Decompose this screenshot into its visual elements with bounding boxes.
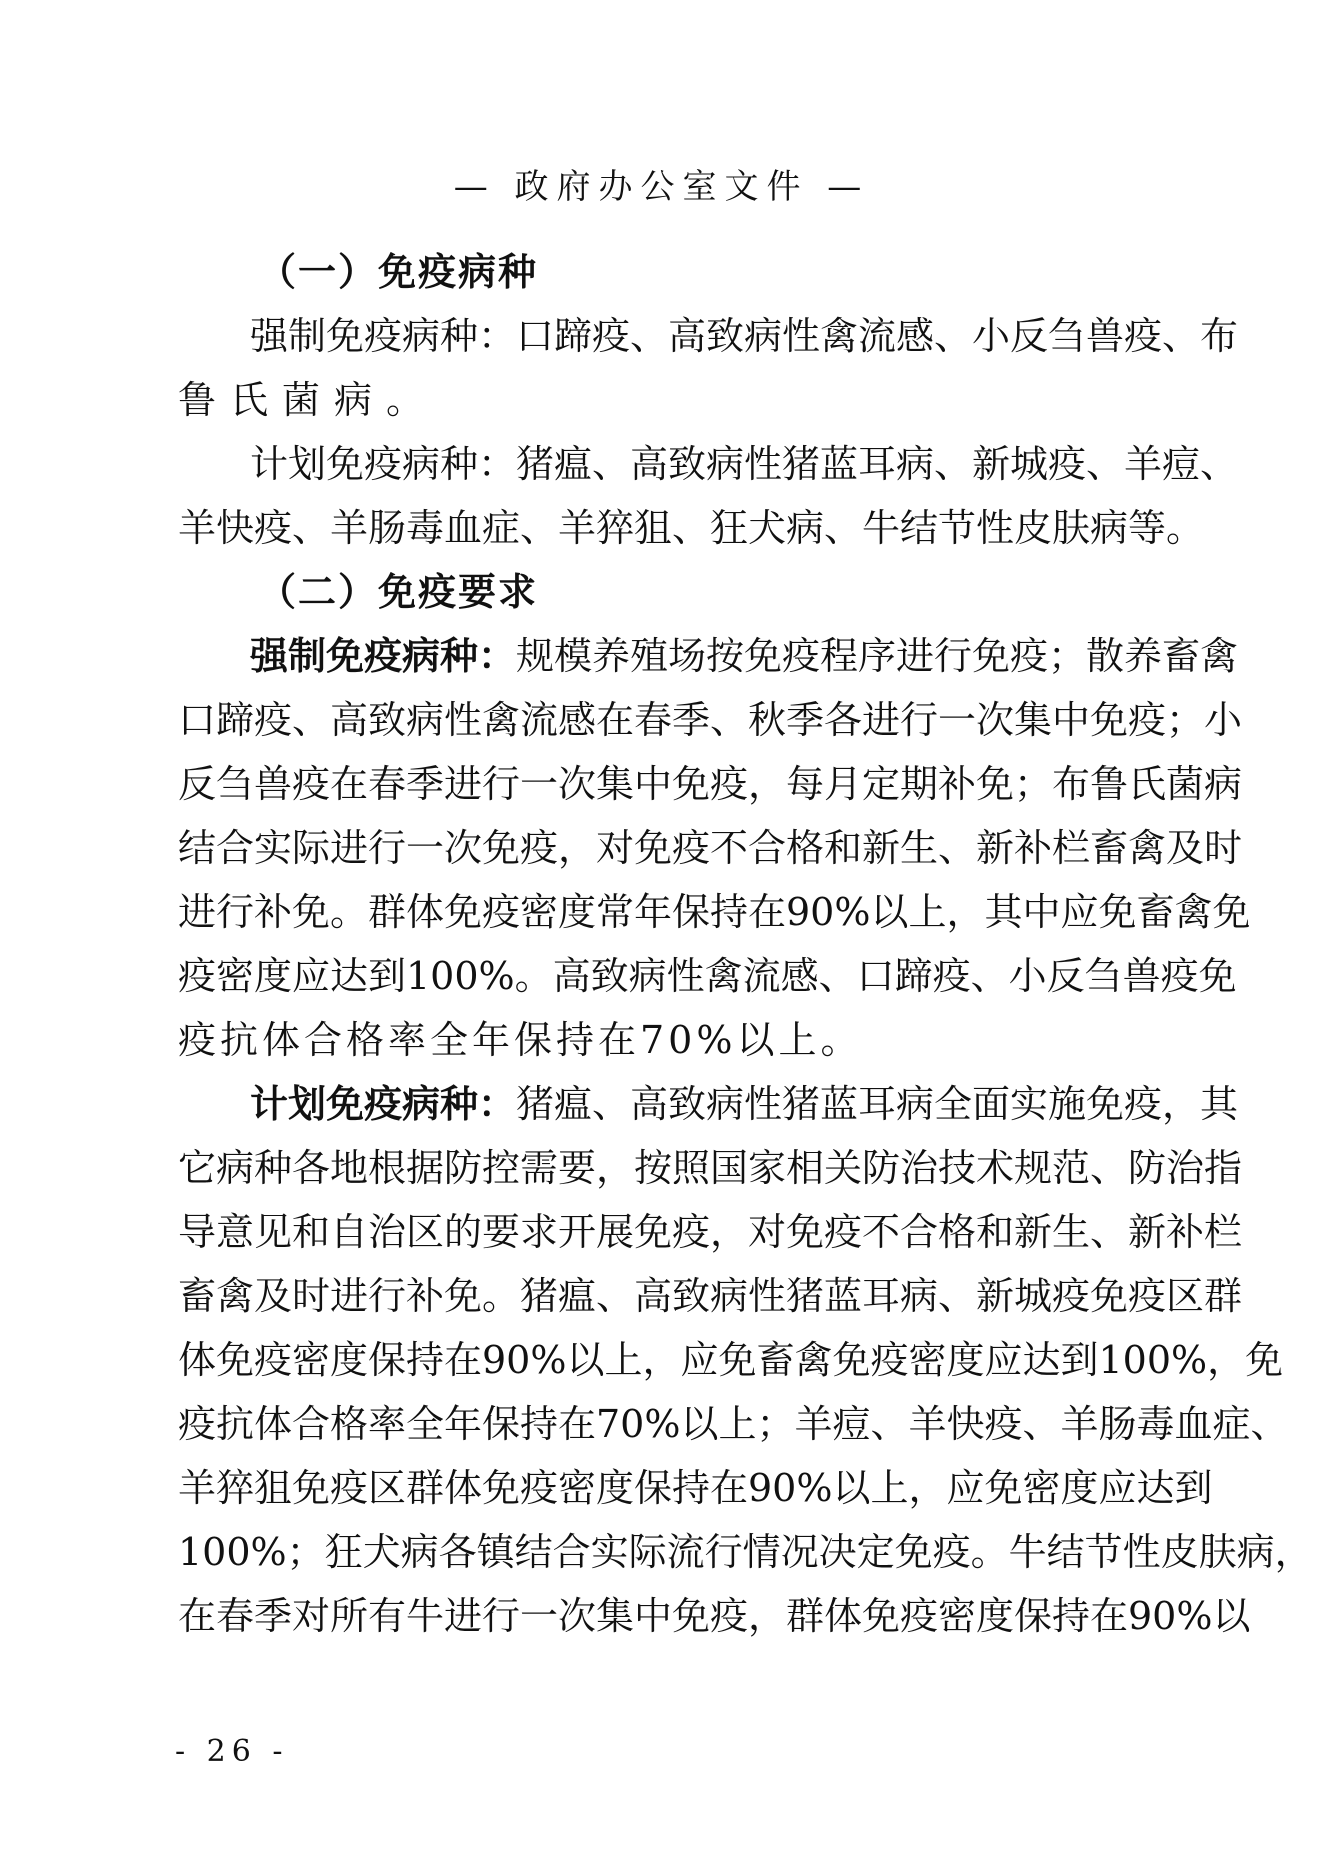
line-text: 规模养殖场按免疫程序进行免疫；散养畜禽 (516, 634, 1239, 678)
paragraph-line: 疫密度应达到100%。高致病性禽流感、口蹄疫、小反刍兽疫免 (178, 954, 1237, 998)
page-number: - 26 - (175, 1734, 289, 1769)
document-body (178, 240, 1313, 1648)
section-heading: （二）免疫要求 (258, 569, 539, 614)
bold-label: 计划免疫病种： (250, 1081, 517, 1126)
paragraph-line: 100%；狂犬病各镇结合实际流行情况决定免疫。牛结节性皮肤病， (178, 1530, 1313, 1574)
paragraph-line: 反刍兽疫在春季进行一次集中免疫，每月定期补免；布鲁氏菌病 (178, 762, 1243, 806)
paragraph-line: 羊猝狙免疫区群体免疫密度保持在90%以上，应免密度应达到 (178, 1466, 1213, 1510)
paragraph-line: 疫抗体合格率全年保持在70%以上；羊痘、羊快疫、羊肠毒血症、 (178, 1402, 1289, 1446)
paragraph-line: 体免疫密度保持在90%以上，应免畜禽免疫密度应达到100%，免 (178, 1338, 1284, 1382)
paragraph-line: 鲁氏菌病。 (178, 378, 439, 422)
paragraph-line: 进行补免。群体免疫密度常年保持在90%以上，其中应免畜禽免 (178, 890, 1251, 934)
paragraph-line: 强制免疫病种：口蹄疫、高致病性禽流感、小反刍兽疫、布 (250, 314, 1239, 358)
paragraph-line (178, 624, 1239, 688)
paragraph-line: 导意见和自治区的要求开展免疫，对免疫不合格和新生、新补栏 (178, 1210, 1243, 1254)
paragraph-line: 结合实际进行一次免疫，对免疫不合格和新生、新补栏畜禽及时 (178, 826, 1243, 870)
paragraph-line: 它病种各地根据防控需要，按照国家相关防治技术规范、防治指 (178, 1146, 1243, 1190)
section-heading: （一）免疫病种 (258, 249, 539, 294)
paragraph-line: 畜禽及时进行补免。猪瘟、高致病性猪蓝耳病、新城疫免疫区群 (178, 1274, 1243, 1318)
paragraph-line: 羊快疫、羊肠毒血症、羊猝狙、狂犬病、牛结节性皮肤病等。 (178, 506, 1205, 550)
running-header: — 政府办公室文件 — (453, 167, 870, 207)
bold-label: 强制免疫病种： (250, 633, 517, 678)
paragraph-line: 疫抗体合格率全年保持在70%以上。 (178, 1018, 863, 1062)
paragraph-line: 在春季对所有牛进行一次集中免疫，群体免疫密度保持在90%以 (178, 1594, 1251, 1638)
paragraph-line (178, 1072, 1239, 1136)
paragraph-line: 计划免疫病种：猪瘟、高致病性猪蓝耳病、新城疫、羊痘、 (250, 442, 1239, 486)
paragraph-line: 口蹄疫、高致病性禽流感在春季、秋季各进行一次集中免疫；小 (178, 698, 1243, 742)
line-text: 猪瘟、高致病性猪蓝耳病全面实施免疫，其 (516, 1082, 1239, 1126)
